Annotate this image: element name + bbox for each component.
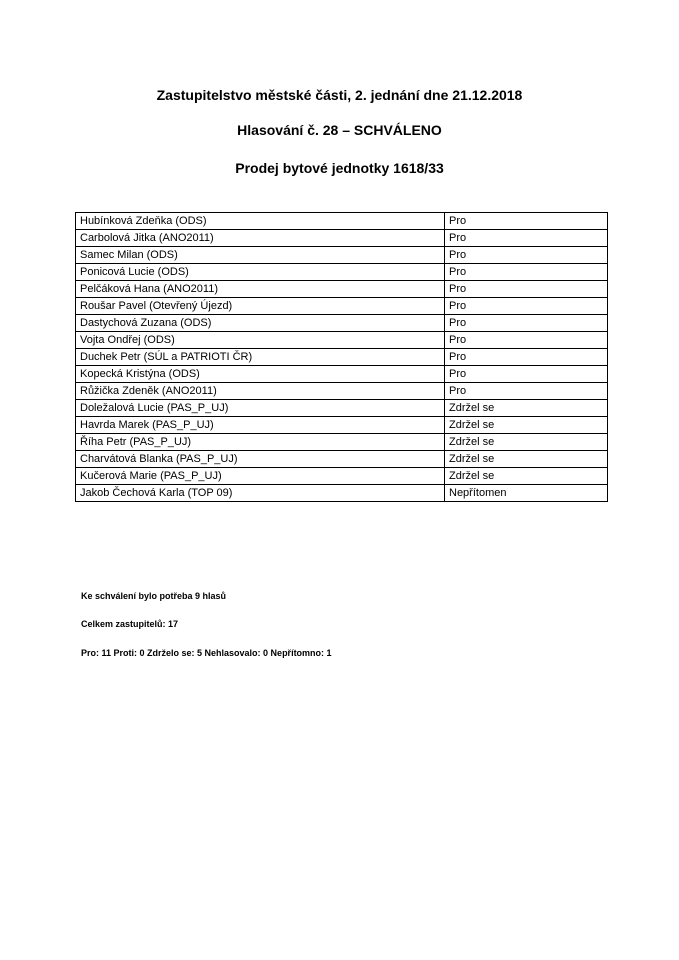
required-votes: Ke schválení bylo potřeba 9 hlasů <box>81 591 227 601</box>
member-name: Pelčáková Hana (ANO2011) <box>76 281 445 298</box>
member-vote: Pro <box>445 264 608 281</box>
member-name: Duchek Petr (SÚL a PATRIOTI ČR) <box>76 349 445 366</box>
member-name: Vojta Ondřej (ODS) <box>76 332 445 349</box>
table-row <box>76 298 608 315</box>
table-row <box>76 468 608 485</box>
table-row <box>76 281 608 298</box>
table-row <box>76 485 608 502</box>
table-row <box>76 213 608 230</box>
member-name: Růžička Zdeněk (ANO2011) <box>76 383 445 400</box>
table-row <box>76 332 608 349</box>
table-row <box>76 366 608 383</box>
member-name: Jakob Čechová Karla (TOP 09) <box>76 485 445 502</box>
table-row <box>76 417 608 434</box>
total-members: Celkem zastupitelů: 17 <box>81 619 179 629</box>
member-name: Hubínková Zdeňka (ODS) <box>76 213 445 230</box>
member-name: Říha Petr (PAS_P_UJ) <box>76 434 445 451</box>
member-name: Roušar Pavel (Otevřený Újezd) <box>76 298 445 315</box>
member-vote: Zdržel se <box>445 468 608 485</box>
vote-title: Hlasování č. 28 – SCHVÁLENO <box>237 122 442 138</box>
member-vote: Pro <box>445 315 608 332</box>
votes-table <box>75 212 608 502</box>
member-vote: Zdržel se <box>445 400 608 417</box>
vote-results: Pro: 11 Proti: 0 Zdrželo se: 5 Nehlasovalo: 0 Nepřítomno: 1 <box>81 648 332 658</box>
member-vote: Pro <box>445 213 608 230</box>
table-row <box>76 247 608 264</box>
member-vote: Zdržel se <box>445 417 608 434</box>
member-vote: Zdržel se <box>445 451 608 468</box>
table-row <box>76 230 608 247</box>
member-vote: Pro <box>445 281 608 298</box>
table-row <box>76 400 608 417</box>
meeting-title: Zastupitelstvo městské části, 2. jednání dne 21.12.2018 <box>156 87 523 103</box>
table-row <box>76 383 608 400</box>
member-vote: Pro <box>445 230 608 247</box>
member-name: Doležalová Lucie (PAS_P_UJ) <box>76 400 445 417</box>
table-row <box>76 264 608 281</box>
member-name: Havrda Marek (PAS_P_UJ) <box>76 417 445 434</box>
member-vote: Pro <box>445 349 608 366</box>
member-name: Carbolová Jitka (ANO2011) <box>76 230 445 247</box>
table-row <box>76 434 608 451</box>
member-name: Kučerová Marie (PAS_P_UJ) <box>76 468 445 485</box>
member-vote: Pro <box>445 332 608 349</box>
member-vote: Pro <box>445 298 608 315</box>
member-vote: Pro <box>445 247 608 264</box>
table-row <box>76 451 608 468</box>
member-name: Charvátová Blanka (PAS_P_UJ) <box>76 451 445 468</box>
table-row <box>76 349 608 366</box>
member-vote: Pro <box>445 366 608 383</box>
table-row <box>76 315 608 332</box>
member-name: Kopecká Kristýna (ODS) <box>76 366 445 383</box>
member-name: Dastychová Zuzana (ODS) <box>76 315 445 332</box>
member-vote: Nepřítomen <box>445 485 608 502</box>
member-vote: Pro <box>445 383 608 400</box>
vote-subject: Prodej bytové jednotky 1618/33 <box>235 160 444 176</box>
member-name: Samec Milan (ODS) <box>76 247 445 264</box>
votes-table-body <box>76 213 608 502</box>
member-name: Ponicová Lucie (ODS) <box>76 264 445 281</box>
member-vote: Zdržel se <box>445 434 608 451</box>
